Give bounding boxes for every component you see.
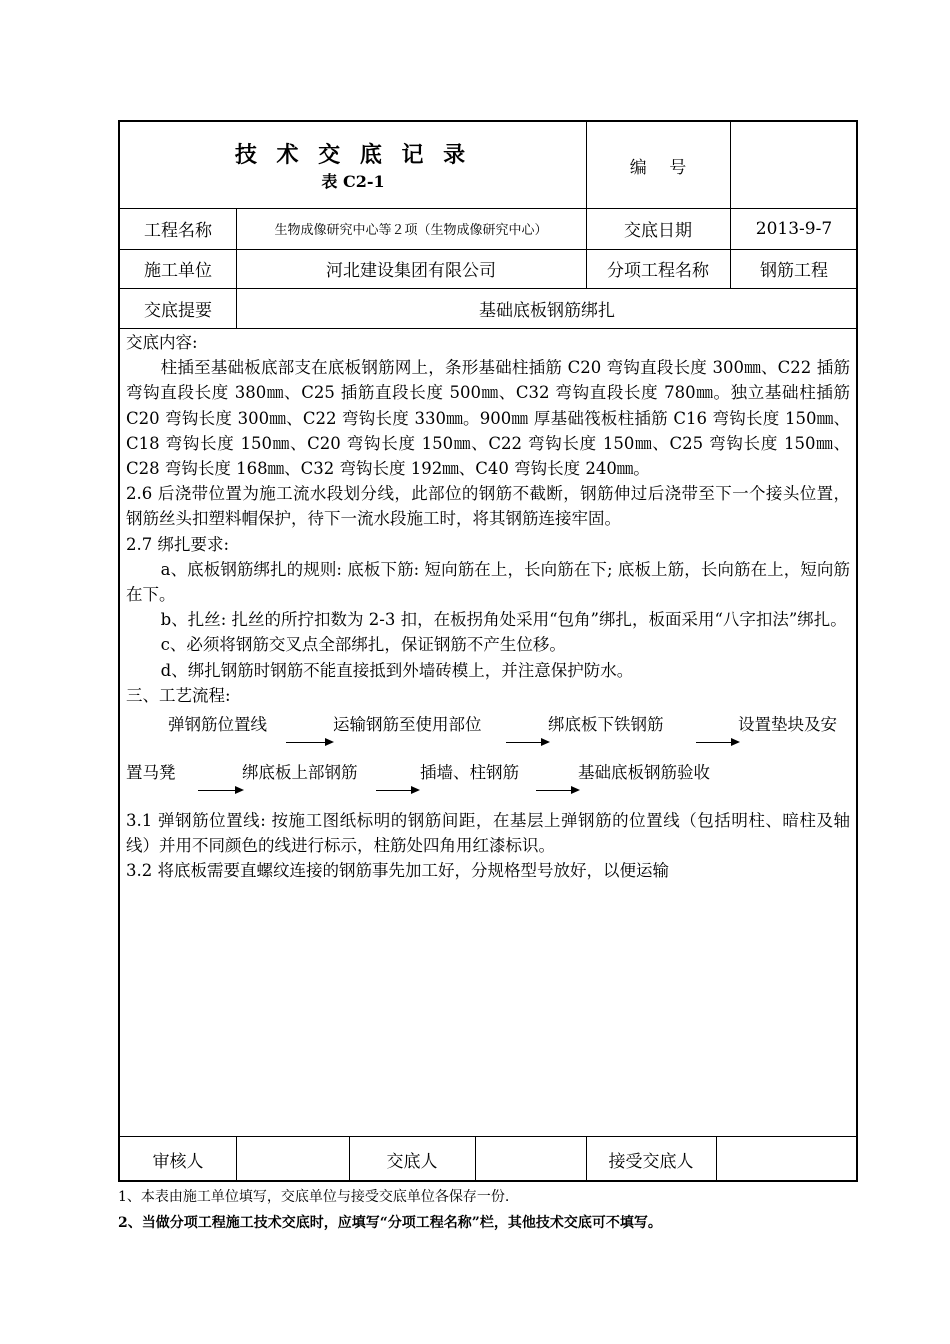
flow-step: 弹钢筋位置线 [168,715,267,735]
row-divider [120,328,856,329]
reviewer-label: 审核人 [152,1151,204,1172]
number-value [730,122,858,208]
presenter-label: 交底人 [386,1151,438,1172]
content-paragraph: c、必须将钢筋交叉点全部绑扎，保证钢筋不产生位移。 [160,635,566,655]
content-paragraph: d、绑扎钢筋时钢筋不能直接抵到外墙砖模上，并注意保护防水。 [160,660,634,680]
summary-value: 基础底板钢筋绑扎 [479,300,615,321]
arrow-right-icon [376,790,418,791]
content-paragraph: a、底板钢筋绑扎的规则: 底板下筋: 短向筋在上，长向筋在下; 底板上筋，长向筋在上，短向筋在下。 [126,559,850,605]
contractor-label: 施工单位 [144,261,212,281]
reviewer-value [236,1136,349,1182]
contractor-value: 河北建设集团有限公司 [326,261,496,281]
number-label: 编 号 [629,157,687,178]
flow-step: 基础底板钢筋验收 [578,763,710,783]
arrow-right-icon [696,742,738,743]
arrow-right-icon [506,742,548,743]
flow-step: 设置垫块及安 [738,715,837,735]
form-title: 技 术 交 底 记 录 [234,142,472,168]
content-paragraph: 3.1 弹钢筋位置线: 按施工图纸标明的钢筋间距，在基层上弹钢筋的位置线（包括明柱、暗柱及轴线）并用不同颜色的线进行标示，柱筋处四角用红漆标识。 [126,811,850,856]
disclosure-content [126,330,850,884]
disclosure-date-label: 交底日期 [624,221,692,241]
flow-step: 运输钢筋至使用部位 [333,715,482,735]
flow-step: 绑底板下铁钢筋 [548,715,664,735]
content-paragraph: 3.2 将底板需要直螺纹连接的钢筋事先加工好，分规格型号放好，以便运输 [126,861,669,881]
content-paragraph: 三、工艺流程: [126,685,231,705]
form-header [120,122,586,208]
content-heading: 交底内容: [126,333,198,352]
content-paragraph: 2.6 后浇带位置为施工流水段划分线，此部位的钢筋不截断，钢筋伸过后浇带至下一个接头位置，钢筋丝头扣塑料帽保护，待下一流水段施工时，将其钢筋连接牢固。 [126,484,850,529]
flow-step: 绑底板上部钢筋 [242,763,358,783]
flow-step: 置马凳 [126,763,176,783]
receiver-label: 接受交底人 [608,1151,694,1172]
content-paragraph: 2.7 绑扎要求: [126,534,230,554]
receiver-value [716,1136,858,1182]
arrow-right-icon [536,790,578,791]
sub-project-value: 钢筋工程 [760,261,828,281]
footnote-2: 2、当做分项工程施工技术交底时，应填写“分项工程名称”栏，其他技术交底可不填写。 [118,1215,662,1231]
arrow-right-icon [198,790,242,791]
form-code: 表 C2-1 [321,172,385,191]
process-flow-row-2 [126,760,850,808]
project-name-value: 生物成像研究中心等２项（生物成像研究中心） [274,223,548,238]
content-paragraph: 柱插至基础板底部支在底板钢筋网上，条形基础柱插筋 C20 弯钩直段长度 300㎜、C22 插筋弯钩直段长度 380㎜、C25 插筋直段长度 500㎜、C32 弯钩直段长度 780㎜。独立基础柱插筋 C20 弯钩长度 300㎜、C22 弯钩长度 330㎜。900㎜ 厚基础筏板柱插筋 C16 弯钩长度 150㎜、C18 弯钩长度 150㎜、C20 弯钩长度 150㎜、C22 弯钩长度 150㎜、C25 弯钩长度 150㎜、C28 弯钩长度 168㎜、C32 弯钩长度 192㎜、C40 弯钩长度 240㎜。 [126,358,850,479]
disclosure-date-value: 2013-9-7 [755,218,833,239]
footnote-1: 1、本表由施工单位填写，交底单位与接受交底单位各保存一份. [118,1189,510,1205]
process-flow-row-1 [126,712,850,760]
arrow-right-icon [286,742,332,743]
content-paragraph: b、扎丝: 扎丝的所拧扣数为 2-3 扣，在板拐角处采用“包角”绑扎，板面采用“八字扣法”绑扎。 [160,610,847,630]
flow-step: 插墙、柱钢筋 [420,763,519,783]
sub-project-label: 分项工程名称 [607,261,709,281]
project-name-label: 工程名称 [144,221,212,241]
presenter-value [475,1136,586,1182]
summary-label: 交底提要 [144,300,212,321]
technical-disclosure-form [118,120,858,1182]
